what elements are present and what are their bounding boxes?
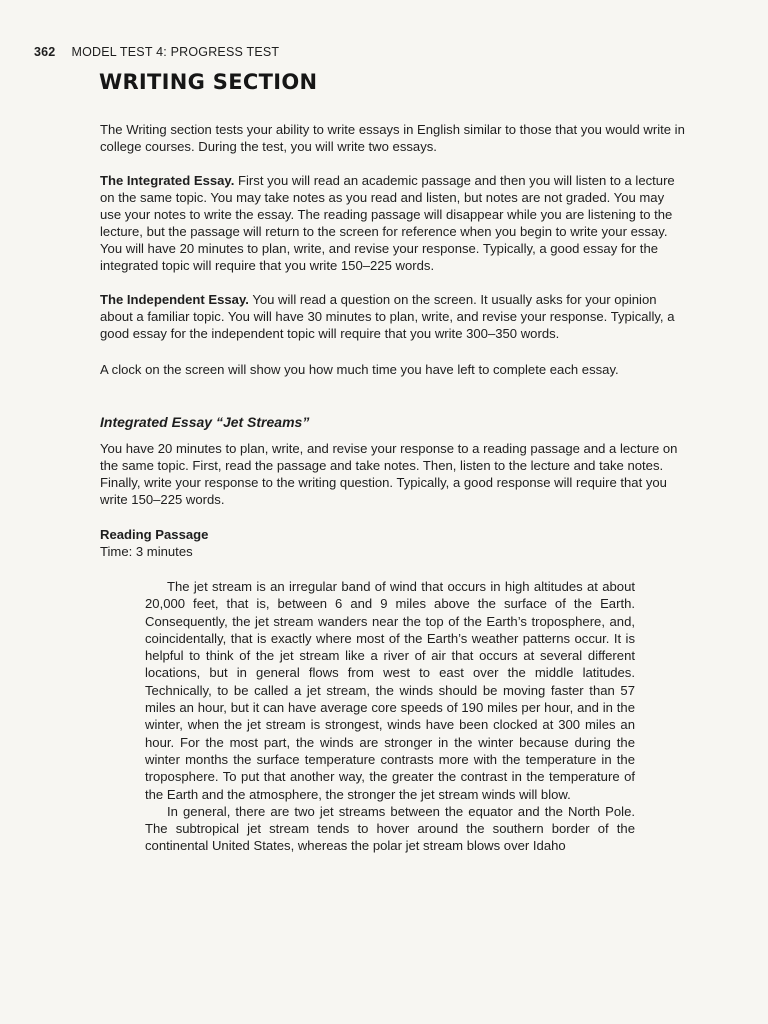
integrated-essay-lead: The Integrated Essay. bbox=[100, 173, 235, 188]
reading-passage bbox=[145, 578, 635, 855]
running-header bbox=[34, 45, 279, 59]
clock-note: A clock on the screen will show you how much time you have left to complete each essay. bbox=[100, 362, 619, 377]
integrated-essay-subhead: Integrated Essay “Jet Streams” bbox=[100, 414, 310, 430]
independent-essay-lead: The Independent Essay. bbox=[100, 292, 249, 307]
reading-passage-heading: Reading Passage bbox=[100, 527, 209, 542]
reading-passage-label bbox=[100, 526, 208, 560]
task-instructions: You have 20 minutes to plan, write, and revise your response to a reading passage and a lecture on the same topic. First, read the passage and take notes. Then, listen to the lecture and take notes. Finally, write your response to the writing question. Typically, a good response will require that you write 150–225 words. bbox=[100, 441, 678, 507]
integrated-essay-paragraph bbox=[100, 172, 685, 274]
intro-paragraph: The Writing section tests your ability to write essays in English similar to those that you would write in college courses. During the test, you will write two essays. bbox=[100, 122, 685, 154]
passage-paragraph-1: The jet stream is an irregular band of wind that occurs in high altitudes at about 20,000 feet, that is, between 6 and 9 miles above the surface of the Earth. Consequently, the jet stream wanders near the top of the Earth’s troposphere, and, coincidentally, that is exactly where most of the Earth’s weather patterns occur. It is helpful to think of the jet stream like a river of air that occurs at several different locations, but in general flows from west to east over the middle latitudes. Technically, to be called a jet stream, the winds should be moving faster than 57 miles an hour, but it can have average core speeds of 190 miles per hour, and in the winter, when the jet stream is strongest, winds have been clocked at 300 miles an hour. For the most part, the winds are stronger in the winter because during the winter months the surface temperature contrasts more with the temperature in the troposphere. To put that another way, the greater the contrast in the temperature of the Earth and the atmosphere, the stronger the jet stream winds will blow. bbox=[145, 579, 635, 802]
integrated-essay-text: First you will read an academic passage and then you will listen to a lecture on the same topic. You may take notes as you read and listen, but notes are not graded. You may use your notes to write the essay. The reading passage will disappear while you are listening to the lecture, but the passage will return to the screen for reference when you begin to write your essay. You will have 20 minutes to plan, write, and revise your response. Typically, a good essay for the integrated topic will require that you write 150–225 words. bbox=[100, 173, 675, 273]
section-title: WRITING SECTION bbox=[99, 70, 318, 94]
reading-time: Time: 3 minutes bbox=[100, 544, 193, 559]
running-title: MODEL TEST 4: PROGRESS TEST bbox=[71, 45, 280, 59]
page-number: 362 bbox=[34, 45, 56, 59]
independent-essay-paragraph bbox=[100, 291, 685, 342]
passage-paragraph-2: In general, there are two jet streams between the equator and the North Pole. The subtropical jet stream tends to hover around the southern border of the continental United States, whereas the polar jet stream blows over Idaho bbox=[145, 803, 635, 854]
independent-essay-text: You will read a question on the screen. It usually asks for your opinion about a familiar topic. You will have 30 minutes to plan, write, and revise your response. Typically, a good essay for the independent topic will require that you write 300–350 words. bbox=[100, 292, 675, 341]
